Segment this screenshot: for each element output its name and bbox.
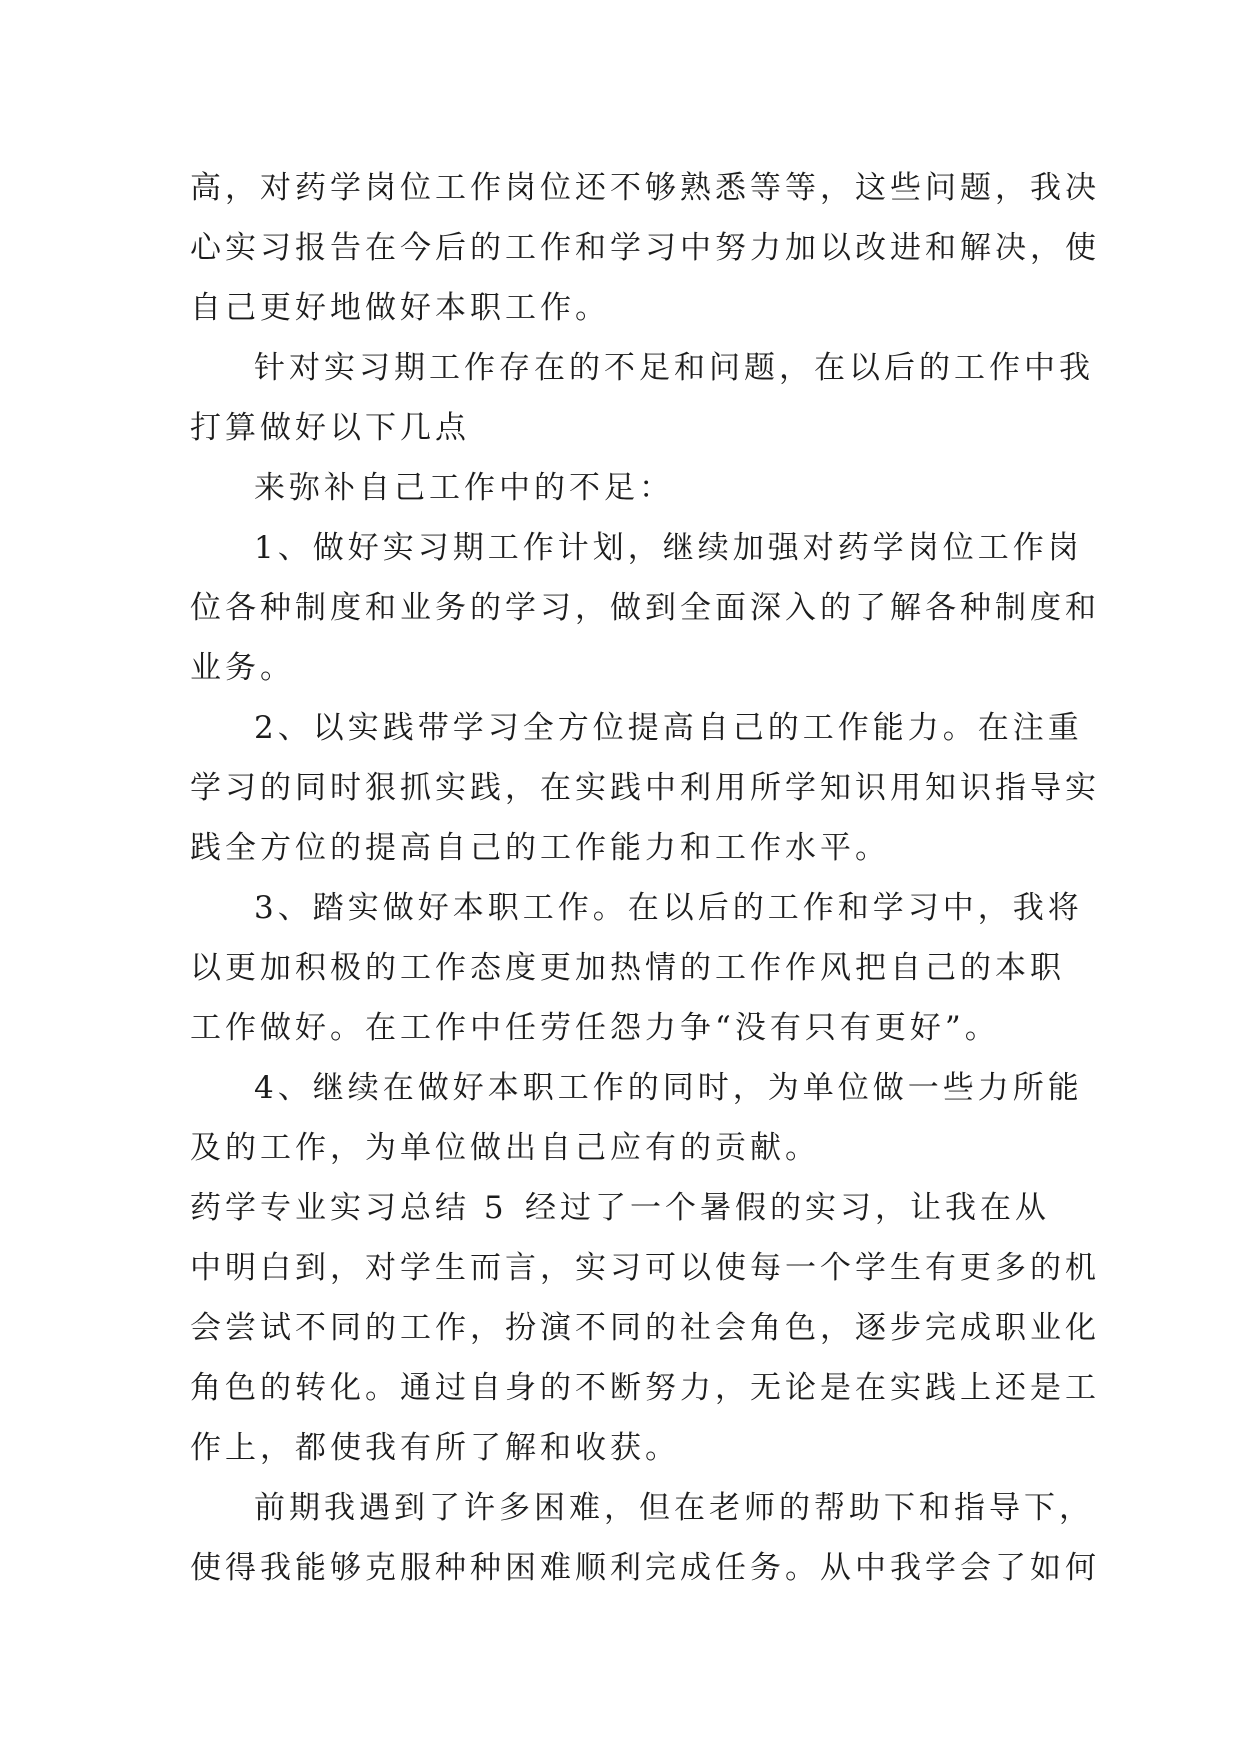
- text-line: 自己更好地做好本职工作。: [190, 290, 610, 326]
- text-line: 经过了一个暑假的实习，让我在从: [525, 1190, 1050, 1226]
- document-body: [190, 158, 1100, 1598]
- text-line: 工作做好。在工作中任劳任怨力争“没有只有更好”。: [190, 1010, 1000, 1046]
- text-line: 会尝试不同的工作，扮演不同的社会角色，逐步完成职业化: [190, 1310, 1100, 1346]
- text-line: 高，对药学岗位工作岗位还不够熟悉等等，这些问题，我决: [190, 170, 1100, 206]
- section-heading: 药学专业实习总结 5: [190, 1190, 508, 1226]
- list-item-1: 1、做好实习期工作计划，继续加强对药学岗位工作岗: [254, 530, 1083, 566]
- text-line: 打算做好以下几点: [190, 410, 470, 446]
- text-line: 角色的转化。通过自身的不断努力，无论是在实践上还是工: [190, 1370, 1100, 1406]
- text-line: 学习的同时狠抓实践，在实践中利用所学知识用知识指导实: [190, 770, 1100, 806]
- list-item-2: 2、以实践带学习全方位提高自己的工作能力。在注重: [254, 710, 1083, 746]
- text-line: 中明白到，对学生而言，实习可以使每一个学生有更多的机: [190, 1250, 1100, 1286]
- text-line: 以更加积极的工作态度更加热情的工作作风把自己的本职: [190, 950, 1065, 986]
- text-line: 来弥补自己工作中的不足：: [254, 470, 674, 506]
- text-line: 使得我能够克服种种困难顺利完成任务。从中我学会了如何: [190, 1550, 1100, 1586]
- text-line: 位各种制度和业务的学习，做到全面深入的了解各种制度和: [190, 590, 1100, 626]
- text-line: 践全方位的提高自己的工作能力和工作水平。: [190, 830, 890, 866]
- text-line: 前期我遇到了许多困难，但在老师的帮助下和指导下，: [254, 1490, 1094, 1526]
- list-item-3: 3、踏实做好本职工作。在以后的工作和学习中，我将: [254, 890, 1083, 926]
- text-line: 针对实习期工作存在的不足和问题，在以后的工作中我: [254, 350, 1094, 386]
- list-item-4: 4、继续在做好本职工作的同时，为单位做一些力所能: [254, 1070, 1083, 1106]
- text-line: 及的工作，为单位做出自己应有的贡献。: [190, 1130, 820, 1166]
- text-line: 心实习报告在今后的工作和学习中努力加以改进和解决，使: [190, 230, 1100, 266]
- text-line: 业务。: [190, 650, 295, 686]
- section-title-line: [190, 1178, 1050, 1238]
- text-line: 作上，都使我有所了解和收获。: [190, 1430, 680, 1466]
